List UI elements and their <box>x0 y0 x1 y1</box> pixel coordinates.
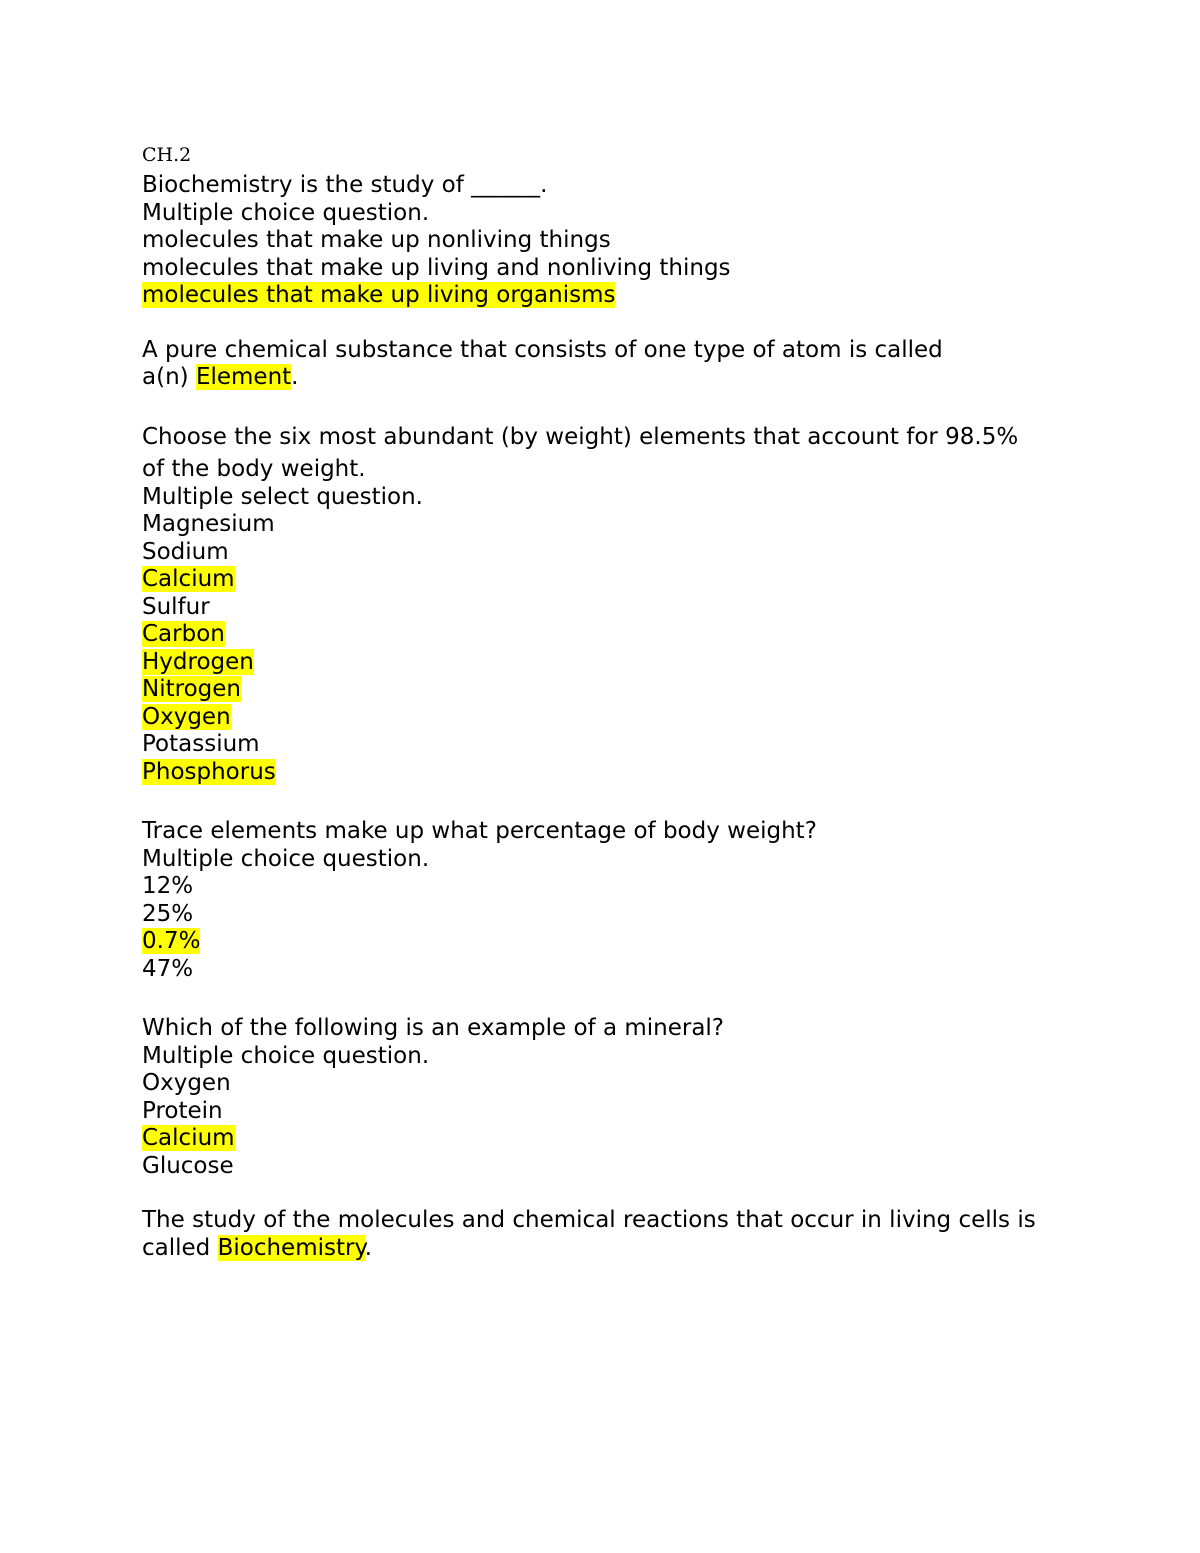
question-2 <box>142 337 1082 392</box>
option-text: Glucose <box>142 1152 234 1179</box>
option-text: Oxygen <box>142 1070 231 1096</box>
option-text: Sulfur <box>142 593 210 620</box>
highlighted-answer: Oxygen <box>142 703 231 730</box>
question-prompt: A pure chemical substance that consists of one type of atom is called <box>142 336 943 363</box>
answer-option-correct <box>142 649 1082 677</box>
highlighted-answer: Phosphorus <box>142 758 276 785</box>
question-prompt: Biochemistry is the study of ______. <box>142 172 548 198</box>
question-prompt-cont <box>142 364 1082 392</box>
question-prompt-cont <box>142 1235 1082 1263</box>
question-type: Multiple select question. <box>142 483 423 510</box>
answer-option <box>142 873 1082 901</box>
option-text: Magnesium <box>142 511 275 537</box>
question-prompt: Which of the following is an example of a mineral? <box>142 1015 725 1041</box>
highlighted-answer: 0.7% <box>142 928 201 954</box>
answer-option-correct <box>142 1125 1082 1153</box>
answer-option-correct <box>142 928 1082 956</box>
option-text: Sodium <box>142 538 229 565</box>
answer-option-correct <box>142 759 1082 787</box>
answer-option <box>142 539 1082 567</box>
prompt-prefix: a(n) <box>142 364 196 390</box>
spacer <box>142 392 1082 424</box>
answer-option <box>142 227 1082 255</box>
prompt-suffix: . <box>291 364 299 390</box>
question-type: Multiple choice question. <box>142 845 430 872</box>
answer-option-correct <box>142 282 1082 310</box>
question-prompt-cont: of the body weight. <box>142 456 366 482</box>
answer-option <box>142 255 1082 283</box>
prompt-prefix: called <box>142 1234 218 1261</box>
chapter-title: CH.2 <box>142 144 192 166</box>
answer-option-correct <box>142 704 1082 732</box>
highlighted-answer: Hydrogen <box>142 648 254 675</box>
question-1 <box>142 172 1082 310</box>
highlighted-answer: Biochemistry <box>217 1234 365 1261</box>
question-4 <box>142 818 1082 983</box>
option-text: 47% <box>142 955 194 982</box>
answer-option-correct <box>142 621 1082 649</box>
spacer <box>142 983 1082 1015</box>
option-text: Protein <box>142 1097 223 1124</box>
question-5 <box>142 1015 1082 1180</box>
answer-option-correct <box>142 566 1082 594</box>
answer-option <box>142 1070 1082 1098</box>
question-prompt: The study of the molecules and chemical reactions that occur in living cells is <box>142 1207 1036 1233</box>
answer-option <box>142 901 1082 929</box>
option-text: molecules that make up nonliving things <box>142 227 611 253</box>
option-text: Potassium <box>142 731 260 757</box>
answer-option-correct <box>142 676 1082 704</box>
answer-option <box>142 731 1082 759</box>
prompt-suffix: . <box>364 1234 373 1261</box>
highlighted-answer: Nitrogen <box>142 676 241 702</box>
highlighted-answer: Carbon <box>142 621 225 647</box>
question-3 <box>142 424 1082 787</box>
question-6 <box>142 1207 1082 1262</box>
answer-option <box>142 1153 1082 1181</box>
question-type: Multiple choice question. <box>142 1042 430 1069</box>
answer-option <box>142 511 1082 539</box>
highlighted-answer: molecules that make up living organisms <box>142 282 616 308</box>
answer-option <box>142 1098 1082 1126</box>
answer-option <box>142 594 1082 622</box>
document-content <box>142 140 1082 1262</box>
answer-option <box>142 956 1082 984</box>
option-text: 25% <box>142 900 194 927</box>
option-text: 12% <box>142 873 194 899</box>
spacer <box>142 1180 1082 1207</box>
highlighted-answer: Calcium <box>142 566 235 592</box>
spacer <box>142 310 1082 337</box>
highlighted-answer: Calcium <box>142 1125 235 1151</box>
option-text: molecules that make up living and nonliving things <box>142 254 731 281</box>
question-type: Multiple choice question. <box>142 199 430 226</box>
question-prompt: Trace elements make up what percentage of body weight? <box>142 818 817 844</box>
question-prompt: Choose the six most abundant (by weight) elements that account for 98.5% <box>142 423 1019 450</box>
spacer <box>142 786 1082 818</box>
highlighted-answer: Element <box>195 364 292 390</box>
